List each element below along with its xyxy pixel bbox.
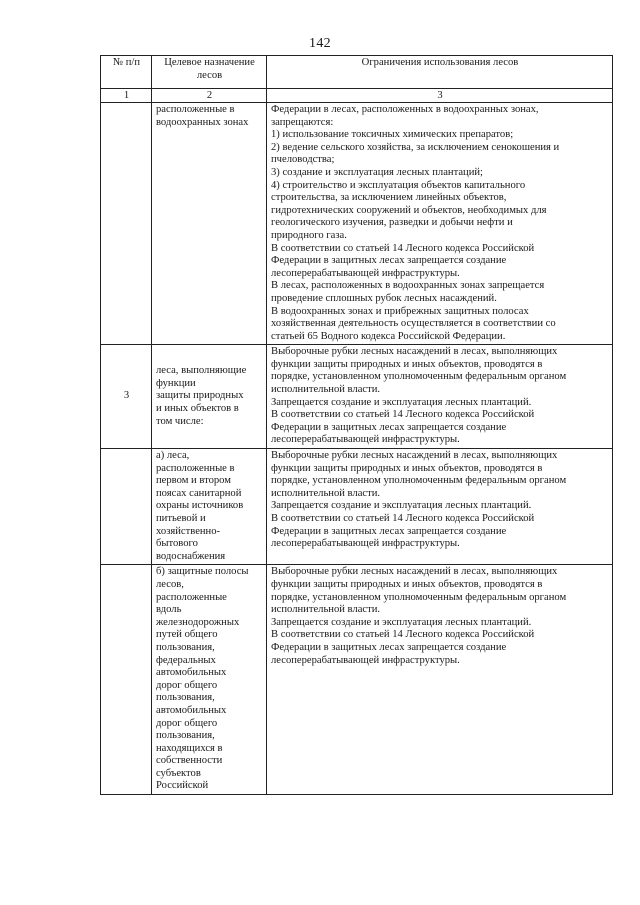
restriction-line: 3) создание и эксплуатация лесных плантаций; [271, 166, 483, 178]
restriction-line: исполнительной власти. [271, 604, 381, 616]
restriction-line: В соответствии со статьей 14 Лесного кодекса Российской [271, 409, 535, 421]
purpose-line: вдоль [156, 604, 182, 616]
restriction-line: 1) использование токсичных химических препаратов; [271, 129, 514, 141]
restriction-line: В водоохранных зонах и прибрежных защитных полосах [271, 305, 529, 317]
purpose-line: питьевой и [156, 513, 206, 524]
purpose-line: защиты природных [156, 390, 244, 402]
restriction-line: Федерации в защитных лесах запрещается создание [271, 641, 507, 653]
restriction-line: Выборочные рубки лесных насаждений в лесах, выполняющих [271, 346, 558, 358]
restriction-line: функции защиты природных и иных объектов, проводятся в [271, 578, 543, 590]
purpose-line: водоохранных зонах [156, 116, 249, 128]
purpose-line: первом и втором [156, 475, 231, 487]
purpose-line: железнодорожных [156, 616, 240, 628]
restriction-line: Федерации в лесах, расположенных в водоохранных зонах, [271, 104, 539, 115]
column-number-row [101, 89, 613, 103]
restriction-line: проведение сплошных рубок лесных насаждений. [271, 292, 497, 304]
purpose-line: расположенные в [156, 104, 235, 115]
restriction-line: 2) ведение сельского хозяйства, за исключением сенокошения и [271, 141, 560, 153]
purpose-line: охраны источников [156, 500, 244, 512]
row-number [101, 103, 152, 345]
purpose-line: леса, выполняющие [156, 365, 247, 377]
restriction-line: порядке, установленном уполномоченным федеральным органом [271, 371, 567, 383]
row-purpose [152, 103, 267, 345]
restriction-line: природного газа. [271, 229, 347, 241]
restriction-line: лесоперерабатывающей инфраструктуры. [271, 267, 460, 279]
purpose-line: дорог общего [156, 679, 218, 691]
header-restrictions: Ограничения использования лесов [267, 56, 613, 89]
page-number: 142 [309, 36, 331, 51]
restriction-line: лесоперерабатывающей инфраструктуры. [271, 654, 460, 666]
restriction-line: порядке, установленном уполномоченным федеральным органом [271, 475, 567, 487]
row-purpose [152, 449, 267, 565]
purpose-line: хозяйственно- [156, 525, 221, 537]
restriction-line: лесоперерабатывающей инфраструктуры. [271, 538, 460, 550]
purpose-line: том числе: [156, 415, 204, 427]
row-purpose [152, 565, 267, 795]
restriction-line: Запрещается создание и эксплуатация лесных плантаций. [271, 396, 532, 408]
restriction-line: Федерации в защитных лесах запрещается создание [271, 255, 507, 267]
purpose-line: пользования, [156, 692, 215, 704]
purpose-line: субъектов [156, 767, 201, 779]
purpose-line: расположенные [156, 591, 227, 603]
purpose-line: Российской [156, 780, 209, 792]
column-number-3: 3 [267, 89, 613, 103]
restriction-line: статьей 65 Водного кодекса Российской Федерации. [271, 330, 506, 342]
table-row [101, 449, 613, 565]
table-row [101, 103, 613, 345]
restrictions-table [100, 55, 613, 795]
restriction-line: В соответствии со статьей 14 Лесного кодекса Российской [271, 629, 535, 641]
purpose-line: автомобильных [156, 667, 227, 679]
purpose-line: водоснабжения [156, 550, 226, 562]
restriction-line: гидротехнических сооружений и объектов, необходимых для [271, 204, 547, 216]
row-number [101, 565, 152, 795]
purpose-line: б) защитные полосы [156, 566, 249, 578]
purpose-line: дорог общего [156, 717, 218, 729]
restriction-line: 4) строительство и эксплуатация объектов капитального [271, 179, 526, 191]
column-number-1: 1 [101, 89, 152, 103]
row-restrictions [267, 103, 613, 345]
purpose-line: лесов, [156, 578, 184, 590]
restriction-line: В соответствии со статьей 14 Лесного кодекса Российской [271, 513, 535, 524]
restriction-line: лесоперерабатывающей инфраструктуры. [271, 434, 460, 446]
purpose-line: функции [156, 377, 196, 389]
restriction-line: строительства, за исключением линейных объектов, [271, 192, 507, 204]
restriction-line: Запрещается создание и эксплуатация лесных плантаций. [271, 616, 532, 628]
purpose-line: расположенные в [156, 462, 235, 474]
column-number-2: 2 [152, 89, 267, 103]
restriction-line: функции защиты природных и иных объектов, проводятся в [271, 462, 543, 474]
purpose-line: автомобильных [156, 704, 227, 716]
purpose-line: путей общего [156, 629, 218, 641]
restriction-line: В соответствии со статьей 14 Лесного кодекса Российской [271, 242, 535, 254]
row-restrictions [267, 565, 613, 795]
purpose-line: пользования, [156, 641, 215, 653]
restriction-line: Запрещается создание и эксплуатация лесных плантаций. [271, 500, 532, 512]
restriction-line: Выборочные рубки лесных насаждений в лесах, выполняющих [271, 566, 558, 578]
row-restrictions [267, 449, 613, 565]
restriction-line: Федерации в защитных лесах запрещается создание [271, 525, 507, 537]
purpose-line: находящихся в [156, 742, 223, 754]
purpose-line: бытового [156, 538, 198, 550]
purpose-line: федеральных [156, 654, 216, 666]
restriction-line: Федерации в защитных лесах запрещается создание [271, 421, 507, 433]
header-purpose: Целевое назначение лесов [152, 56, 267, 89]
table-row [101, 565, 613, 795]
restriction-line: хозяйственная деятельность осуществляется в соответствии со [271, 318, 556, 330]
restriction-line: В лесах, расположенных в водоохранных зонах запрещается [271, 280, 545, 292]
table-body [101, 103, 613, 795]
purpose-line: собственности [156, 755, 223, 767]
row-number [101, 449, 152, 565]
row-purpose [152, 345, 267, 449]
row-restrictions [267, 345, 613, 449]
restriction-line: исполнительной власти. [271, 384, 381, 396]
purpose-line: поясах санитарной [156, 487, 242, 499]
restriction-line: функции защиты природных и иных объектов, проводятся в [271, 358, 543, 370]
restriction-line: Выборочные рубки лесных насаждений в лесах, выполняющих [271, 450, 558, 462]
header-row [101, 56, 613, 89]
restriction-line: пчеловодства; [271, 154, 335, 166]
table-row [101, 345, 613, 449]
row-number: 3 [101, 345, 152, 449]
header-number: № п/п [101, 56, 152, 89]
purpose-line: а) леса, [156, 450, 190, 462]
restriction-line: исполнительной власти. [271, 487, 381, 499]
restriction-line: порядке, установленном уполномоченным федеральным органом [271, 591, 567, 603]
restriction-line: запрещаются: [271, 116, 334, 128]
purpose-line: и иных объектов в [156, 402, 239, 414]
purpose-line: пользования, [156, 730, 215, 742]
restriction-line: геологического изучения, разведки и добычи нефти и [271, 217, 513, 229]
